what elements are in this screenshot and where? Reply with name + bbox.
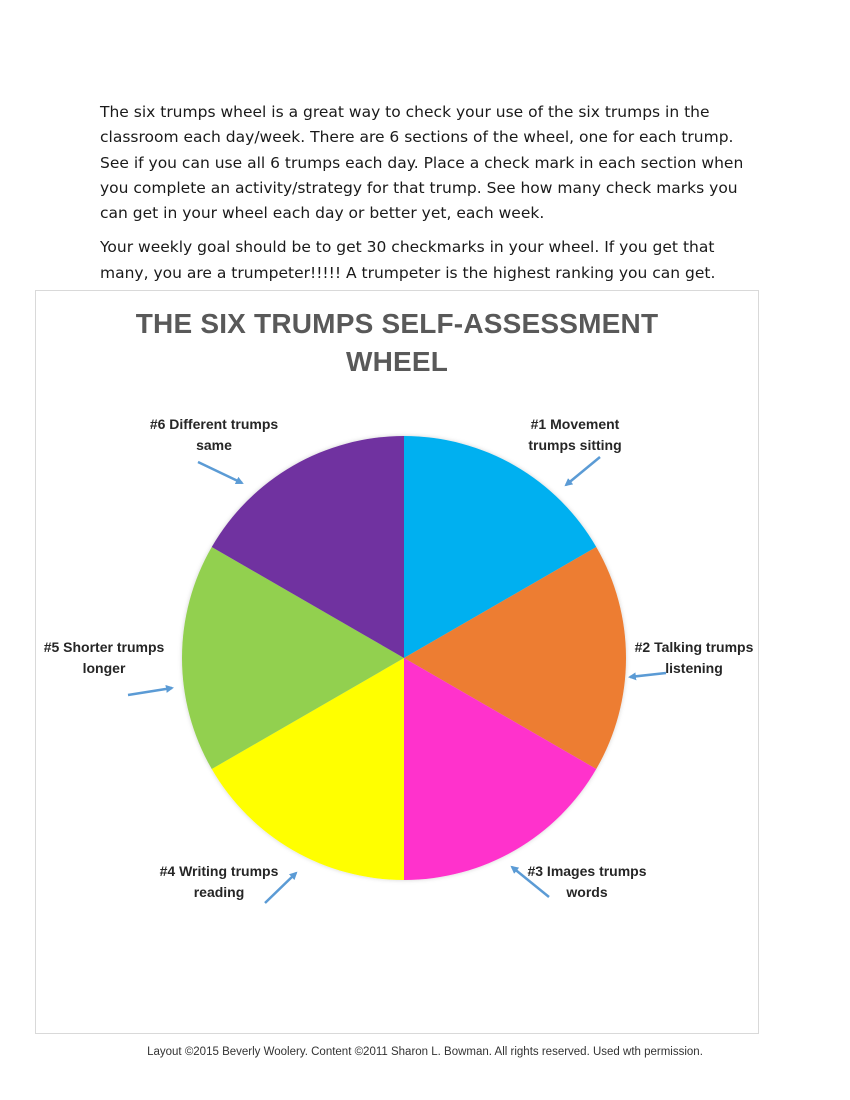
slice-label-1-line-2: trumps sitting xyxy=(528,437,622,453)
intro-paragraph-2: Your weekly goal should be to get 30 checkmarks in your wheel. If you get that many, you are a trumpeter!!!!! A trumpeter is the highest ranking you can get. xyxy=(100,238,716,282)
chart-title-line-1: THE SIX TRUMPS SELF-ASSESSMENT xyxy=(135,308,659,339)
label-arrow-1 xyxy=(566,457,600,485)
footer-credit: Layout ©2015 Beverly Woolery. Content ©2011 Sharon L. Bowman. All rights reserved. Used wth permission. xyxy=(147,1046,703,1058)
slice-label-4 xyxy=(160,863,279,900)
intro-paragraph-1: The six trumps wheel is a great way to check your use of the six trumps in the classroom each day/week. There are 6 sections of the wheel, one for each trump. See if you can use all 6 trumps each day. Place a check mark in each section when you complete an activity/strategy for that trump. See how many check marks you can get in your wheel each day or better yet, each week. xyxy=(100,103,744,223)
slice-label-1 xyxy=(528,416,621,453)
six-trumps-wheel xyxy=(36,291,760,1035)
slice-label-3-line-2: words xyxy=(566,884,608,900)
label-arrow-2 xyxy=(630,673,666,677)
slice-label-1-line-1: #1 Movement xyxy=(530,416,620,432)
chart-frame xyxy=(35,290,759,1034)
slice-label-2-line-2: listening xyxy=(665,660,723,676)
slice-label-2 xyxy=(635,639,754,676)
slice-label-5 xyxy=(44,639,165,676)
slice-label-4-line-1: #4 Writing trumps xyxy=(159,863,279,879)
chart-title-line-2: WHEEL xyxy=(345,346,449,377)
slice-label-6-line-2: same xyxy=(196,437,232,453)
slice-label-3-line-1: #3 Images trumps xyxy=(527,863,647,879)
label-arrow-5 xyxy=(128,688,172,695)
intro-text xyxy=(100,100,760,295)
slice-label-5-line-1: #5 Shorter trumps xyxy=(43,639,165,655)
slice-label-6 xyxy=(150,416,279,453)
slice-label-2-line-1: #2 Talking trumps xyxy=(634,639,754,655)
slice-label-6-line-1: #6 Different trumps xyxy=(149,416,279,432)
slice-label-5-line-2: longer xyxy=(82,660,126,676)
slice-label-4-line-2: reading xyxy=(193,884,245,900)
label-arrow-6 xyxy=(198,462,242,483)
